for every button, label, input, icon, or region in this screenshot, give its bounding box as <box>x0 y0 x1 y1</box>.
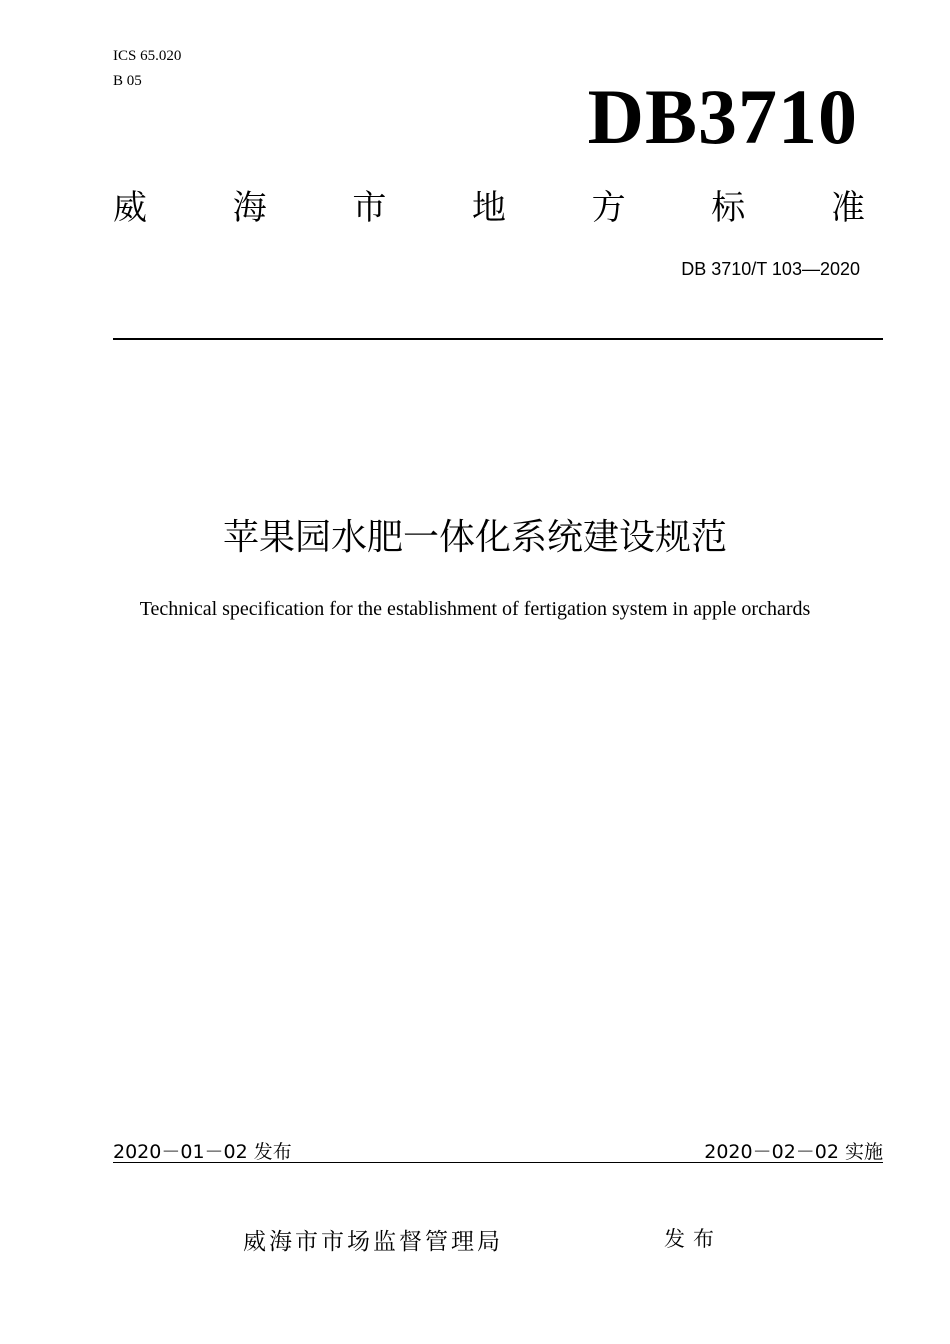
ics-code: ICS 65.020 <box>113 48 182 64</box>
ccs-code: B 05 <box>113 73 142 89</box>
header-divider <box>113 338 883 340</box>
document-title-chinese: 苹果园水肥一体化系统建设规范 <box>222 517 727 558</box>
implementation-date: 2020－02－02 实施 <box>704 1141 883 1163</box>
standard-type-char: 地 <box>471 188 506 228</box>
issue-label: 发布 <box>664 1227 722 1251</box>
standard-type-char: 标 <box>711 188 746 228</box>
standard-type-char: 方 <box>591 188 626 228</box>
footer-divider <box>113 1162 883 1163</box>
document-title-english: Technical specification for the establishment of fertigation system in apple orchards <box>139 598 811 620</box>
standard-type-char: 市 <box>352 188 387 228</box>
standard-type-char: 海 <box>232 188 267 228</box>
standard-type-char: 威 <box>113 188 147 228</box>
standard-type-char: 准 <box>830 188 865 228</box>
issuing-authority: 威海市市场监督管理局 <box>243 1229 503 1255</box>
standard-type-heading <box>113 188 865 228</box>
issue-date: 2020－01－02 发布 <box>113 1141 292 1163</box>
standard-code-logo: DB3710 <box>587 73 858 160</box>
standard-number: DB 3710/T 103—2020 <box>681 259 860 279</box>
